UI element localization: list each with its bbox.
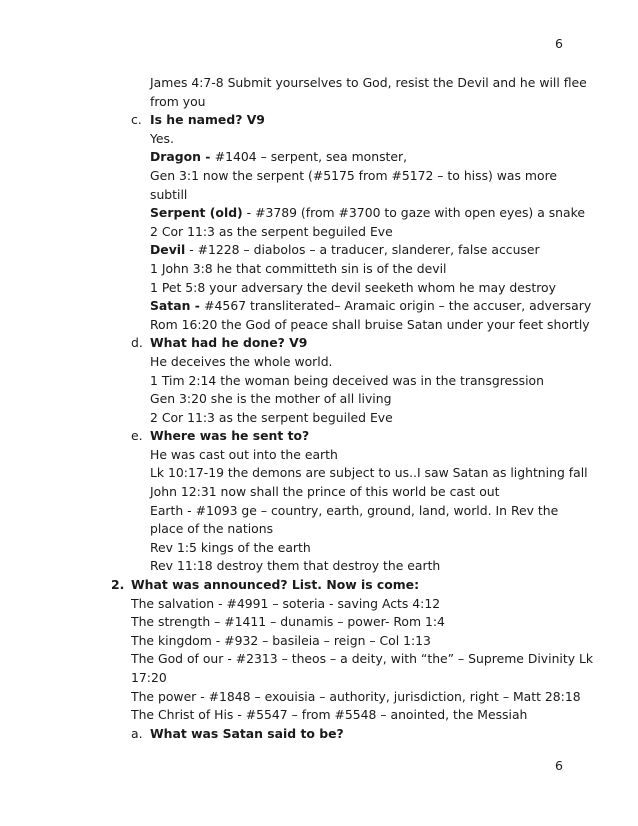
line-text: 2 Cor 11:3 as the serpent beguiled Eve [150, 223, 393, 239]
text-line [0, 186, 638, 205]
bold-term: Is he named? V9 [150, 112, 265, 128]
bold-term: What was announced? List. Now is come: [131, 577, 420, 593]
text-line [0, 502, 638, 521]
text-line [0, 297, 638, 316]
line-text: Earth - #1093 ge – country, earth, ground, land, world. In Rev the [150, 502, 559, 518]
line-text: John 12:31 now shall the prince of this world be cast out [150, 484, 500, 500]
text-line [0, 409, 638, 428]
text-line [0, 204, 638, 223]
bold-term: Devil [150, 242, 186, 258]
line-text: Rev 11:18 destroy them that destroy the earth [150, 558, 441, 574]
text-line [0, 260, 638, 279]
bold-term: Satan - [150, 298, 205, 314]
bold-term: Dragon - [150, 149, 215, 165]
line-text: - #1228 – diabolos – a traducer, slanderer, false accuser [185, 242, 540, 258]
outline-heading [0, 576, 638, 595]
outline-heading [0, 111, 638, 130]
text-line [0, 483, 638, 502]
list-marker: c. [131, 112, 142, 128]
line-text: Gen 3:1 now the serpent (#5175 from #5172 – to hiss) was more [150, 167, 558, 183]
bold-term: Where was he sent to? [150, 428, 310, 444]
outline-heading [0, 334, 638, 353]
line-text: Rev 1:5 kings of the earth [150, 539, 311, 555]
line-text: #1404 – serpent, sea monster, [214, 149, 408, 165]
text-line [0, 669, 638, 688]
page-number-bottom: 6 [555, 758, 563, 773]
list-marker: a. [131, 725, 143, 741]
line-text: He deceives the whole world. [150, 353, 333, 369]
text-line [0, 74, 638, 93]
text-line [0, 167, 638, 186]
text-line [0, 223, 638, 242]
line-text: Rom 16:20 the God of peace shall bruise Satan under your feet shortly [150, 316, 590, 332]
line-text: The Christ of His - #5547 – from #5548 – anointed, the Messiah [131, 707, 528, 723]
line-text: from you [150, 93, 206, 109]
text-line [0, 632, 638, 651]
text-line [0, 613, 638, 632]
line-text: The God of our - #2313 – theos – a deity, with “the” – Supreme Divinity Lk [131, 651, 594, 667]
text-line [0, 148, 638, 167]
document-body [0, 74, 638, 743]
line-text: #4567 transliterated– Aramaic origin – the accuser, adversary [204, 298, 592, 314]
line-text: 2 Cor 11:3 as the serpent beguiled Eve [150, 409, 393, 425]
list-marker: d. [131, 335, 143, 351]
text-line [0, 241, 638, 260]
line-text: James 4:7-8 Submit yourselves to God, resist the Devil and he will flee [150, 75, 587, 90]
line-text: subtill [150, 186, 188, 202]
text-line [0, 539, 638, 558]
text-line [0, 520, 638, 539]
line-text: - #3789 (from #3700 to gaze with open eyes) a snake [242, 205, 585, 221]
line-text: Lk 10:17-19 the demons are subject to us..I saw Satan as lightning fall [150, 465, 588, 481]
text-line [0, 688, 638, 707]
line-text: He was cast out into the earth [150, 446, 338, 462]
line-text: Gen 3:20 she is the mother of all living [150, 391, 392, 407]
line-text: place of the nations [150, 521, 274, 537]
text-line [0, 279, 638, 298]
line-text: 17:20 [131, 670, 167, 685]
text-line [0, 464, 638, 483]
line-text: 1 Pet 5:8 your adversary the devil seeketh whom he may destroy [150, 279, 556, 295]
text-line [0, 446, 638, 465]
bold-term: Serpent (old) [150, 205, 243, 221]
line-text: The salvation - #4991 – soteria - saving Acts 4:12 [131, 595, 441, 611]
line-text: The power - #1848 – exouisia – authority, jurisdiction, right – Matt 28:18 [131, 688, 581, 704]
text-line [0, 130, 638, 149]
bold-term: What had he done? V9 [150, 335, 308, 351]
line-text: The kingdom - #932 – basileia – reign – Col 1:13 [131, 632, 431, 648]
text-line [0, 557, 638, 576]
text-line [0, 372, 638, 391]
line-text: 1 John 3:8 he that committeth sin is of the devil [150, 260, 447, 276]
text-line [0, 353, 638, 372]
text-line [0, 706, 638, 725]
outline-heading [0, 725, 638, 744]
text-line [0, 93, 638, 112]
list-marker: e. [131, 428, 143, 444]
text-line [0, 650, 638, 669]
text-line [0, 595, 638, 614]
text-line [0, 316, 638, 335]
list-marker: 2. [111, 577, 125, 593]
text-line [0, 390, 638, 409]
page-number-top: 6 [555, 36, 563, 51]
line-text: The strength – #1411 – dunamis – power- Rom 1:4 [131, 614, 445, 630]
outline-heading [0, 427, 638, 446]
line-text: Yes. [150, 130, 174, 146]
line-text: 1 Tim 2:14 the woman being deceived was in the transgression [150, 372, 544, 388]
bold-term: What was Satan said to be? [150, 725, 344, 741]
